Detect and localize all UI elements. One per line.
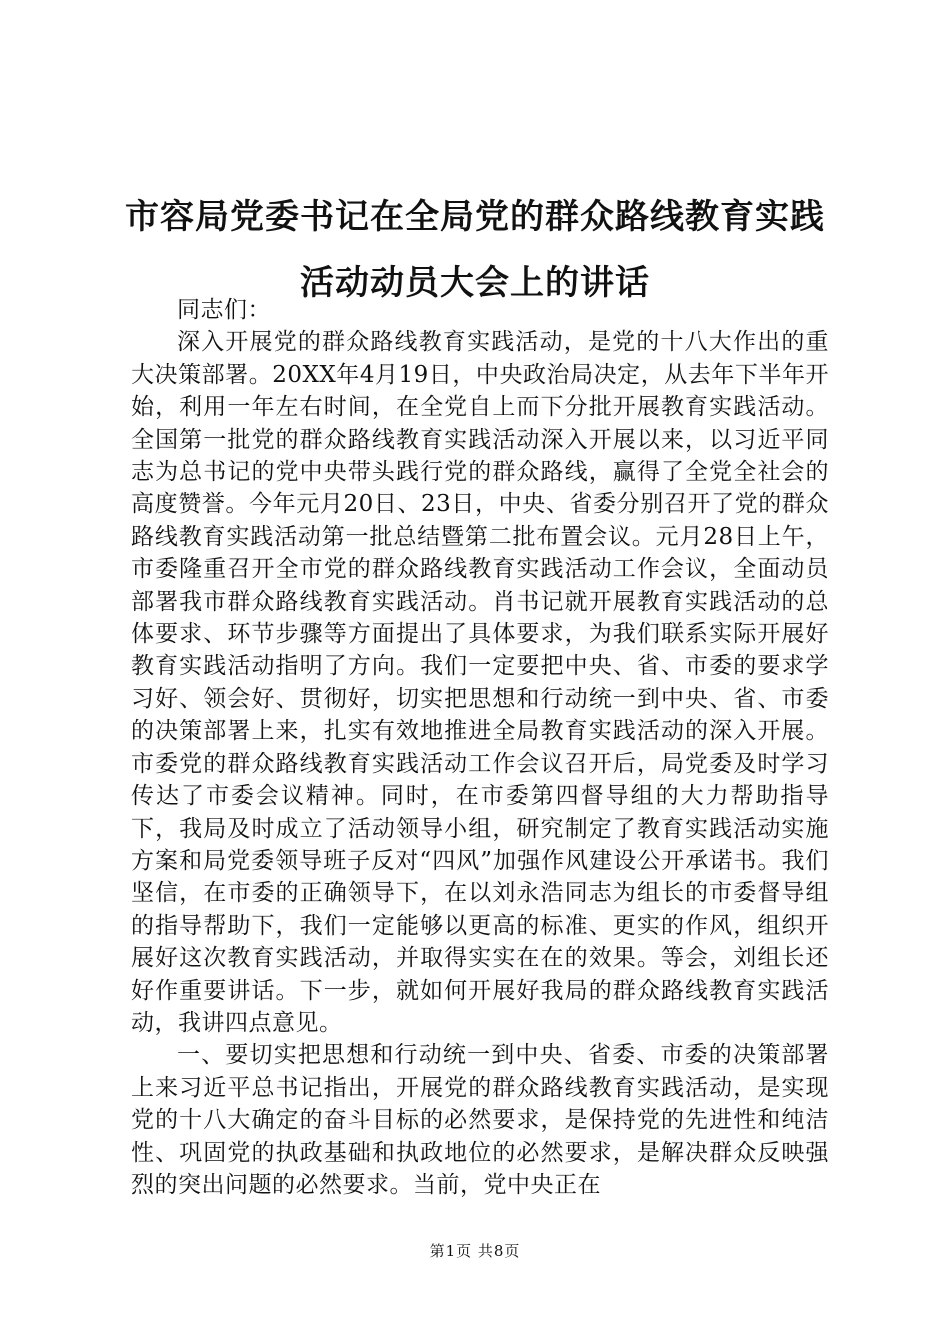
salutation: 同志们： xyxy=(177,297,271,323)
document-body xyxy=(131,294,829,1201)
paragraph-2: 一、要切实把思想和行动统一到中央、省委、市委的决策部署上来习近平总书记指出，开展党的群众路线教育实践活动，是实现党的十八大确定的奋斗目标的必然要求，是保持党的先进性和纯洁性、巩固党的执政基础和执政地位的必然要求，是解决群众反映强烈的突出问题的必然要求。当前，党中央正在 xyxy=(131,1042,829,1198)
paragraph-1: 深入开展党的群众路线教育实践活动，是党的十八大作出的重大决策部署。20XX年4月19日，中央政治局决定，从去年下半年开始，利用一年左右时间，在全党自上而下分批开展教育实践活动。全国第一批党的群众路线教育实践活动深入开展以来，以习近平同志为总书记的党中央带头践行党的群众路线，赢得了全党全社会的高度赞誉。今年元月20日、23日，中央、省委分别召开了党的群众路线教育实践活动第一批总结暨第二批布置会议。元月28日上午，市委隆重召开全市党的群众路线教育实践活动工作会议，全面动员部署我市群众路线教育实践活动。肖书记就开展教育实践活动的总体要求、环节步骤等方面提出了具体要求，为我们联系实际开展好教育实践活动指明了方向。我们一定要把中央、省、市委的要求学习好、领会好、贯彻好，切实把思想和行动统一到中央、省、市委的决策部署上来，扎实有效地推进全局教育实践活动的深入开展。市委党的群众路线教育实践活动工作会议召开后，局党委及时学习传达了市委会议精神。同时，在市委第四督导组的大力帮助指导下，我局及时成立了活动领导小组，研究制定了教育实践活动实施方案和局党委领导班子反对“四风”加强作风建设公开承诺书。我们坚信，在市委的正确领导下，在以刘永浩同志为组长的市委督导组的指导帮助下，我们一定能够以更高的标准、更实的作风，组织开展好这次教育实践活动，并取得实实在在的效果。等会，刘组长还好作重要讲话。下一步，就如何开展好我局的群众路线教育实践活动，我讲四点意见。 xyxy=(131,329,829,1036)
document-title: 市容局党委书记在全局党的群众路线教育实践活动动员大会上的讲话 xyxy=(125,197,825,303)
page-indicator: 第1页 共8页 xyxy=(429,1242,521,1260)
